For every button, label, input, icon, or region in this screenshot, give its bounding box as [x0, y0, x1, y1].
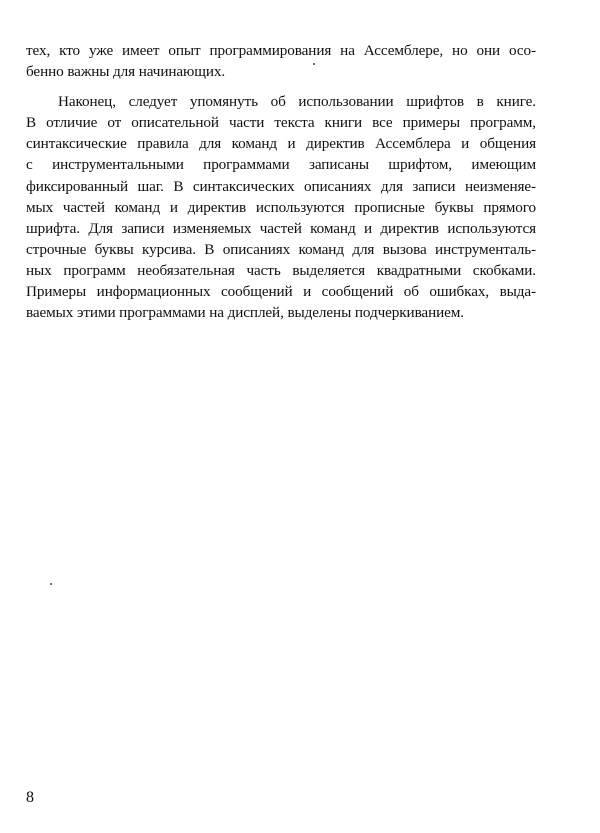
text-line: шрифта. Для записи изменяемых частей команд и директив используются	[26, 219, 536, 237]
text-line: строчные буквы курсива. В описаниях команд для вызова инструменталь-	[26, 240, 536, 258]
body-text	[26, 40, 536, 323]
paragraph-1	[26, 40, 536, 82]
text-line: мых частей команд и директив используются прописные буквы прямого	[26, 198, 536, 216]
paragraph-gap	[26, 82, 536, 91]
scan-speck	[50, 583, 52, 585]
text-line: синтаксические правила для команд и директив Ассемблера и общения	[26, 135, 536, 153]
text-line: с инструментальными программами записаны шрифтом, имеющим	[26, 156, 536, 174]
text-line: фиксированный шаг. В синтаксических описаниях для записи неизменяе-	[26, 177, 536, 195]
text-line: ных программ необязательная часть выделяется квадратными скобками.	[26, 261, 536, 279]
text-line: ваемых этими программами на дисплей, выделены подчеркиванием.	[26, 304, 464, 322]
text-line: Наконец, следует упомянуть об использовании шрифтов в книге.	[58, 93, 536, 111]
page-number: 8	[26, 789, 34, 806]
text-line: тех, кто уже имеет опыт программирования на Ассемблере, но они осо-	[26, 42, 536, 59]
scan-speck	[313, 63, 315, 65]
text-line: Примеры информационных сообщений и сообщений об ошибках, выда-	[26, 283, 536, 301]
text-line: В отличие от описательной части текста книги все примеры программ,	[26, 114, 536, 132]
text-line: бенно важны для начинающих.	[26, 63, 226, 81]
paragraph-2	[26, 91, 536, 323]
